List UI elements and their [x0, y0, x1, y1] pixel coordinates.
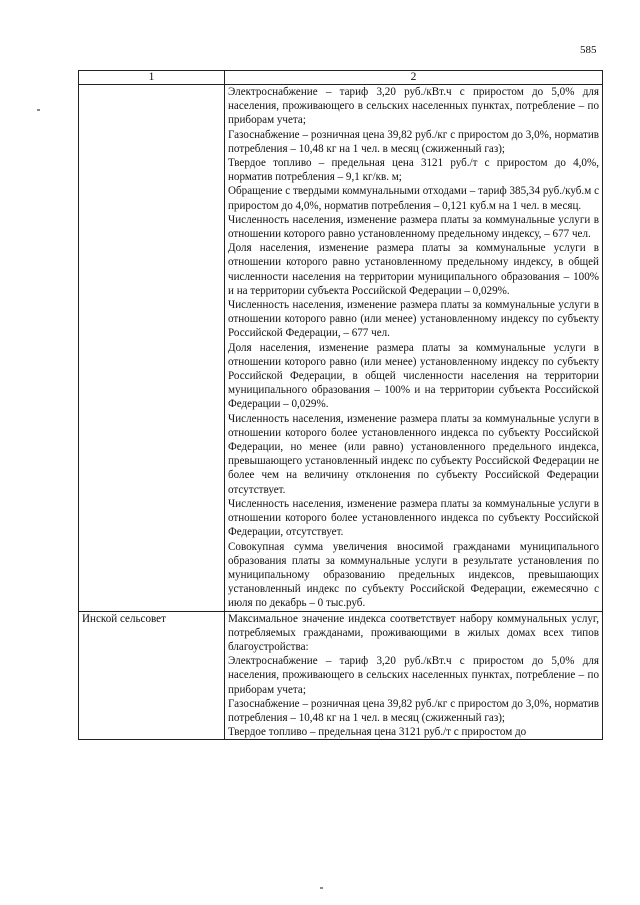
text-paragraph: Максимальное значение индекса соответствует набору коммунальных услуг, потребляемых гражданами, проживающими в жилых домах всех типов благоустройства:	[228, 612, 599, 653]
scan-speck	[320, 887, 323, 889]
column-number-1: 1	[79, 71, 225, 85]
text-paragraph: Обращение с твердыми коммунальными отходами – тариф 385,34 руб./куб.м с приростом до 4,0%, норматив потребления – 0,121 куб.м на 1 чел. в месяц.	[228, 185, 599, 212]
page-number: 585	[580, 44, 597, 56]
text-paragraph: Доля населения, изменение размера платы за коммунальные услуги в отношении которого равно (или менее) установленному индексу по субъекту Российской Федерации, в общей численности населения на территории муниципального образования – 100% и на территории субъекта Российской Федерации – 0,029%.	[228, 341, 599, 411]
table-row	[79, 611, 603, 740]
text-paragraph: Газоснабжение – розничная цена 39,82 руб./кг с приростом до 3,0%, норматив потребления – 10,48 кг на 1 чел. в месяц (сжиженный газ);	[228, 128, 599, 155]
text-paragraph: Численность населения, изменение размера платы за коммунальные услуги в отношении которого равно (или менее) установленному индексу по субъекту Российской Федерации, – 677 чел.	[228, 299, 599, 340]
text-paragraph: Твердое топливо – предельная цена 3121 руб./т с приростом до	[228, 726, 527, 739]
table-row	[79, 85, 603, 612]
text-paragraph: Численность населения, изменение размера платы за коммунальные услуги в отношении которого равно установленному предельному индексу, – 677 чел.	[228, 213, 599, 241]
scan-speck	[37, 109, 40, 111]
text-paragraph: Численность населения, изменение размера платы за коммунальные услуги в отношении которого более установленного индекса по субъекту Российской Федерации, но менее (или равно) установленного предельного индекса, превышающего установленный индекс по субъекту Российской Федерации не более чем на величину отклонения по субъекту Российской Федерации отсутствует.	[228, 412, 599, 496]
description-cell	[225, 611, 603, 740]
municipality-cell: Инской сельсовет	[79, 611, 225, 740]
text-paragraph: Электроснабжение – тариф 3,20 руб./кВт.ч с приростом до 5,0% для населения, проживающего в сельских населенных пунктах, потребление – по приборам учета;	[228, 86, 599, 127]
text-paragraph: Численность населения, изменение размера платы за коммунальные услуги в отношении которого более установленного индекса по субъекту Российской Федерации, отсутствует.	[228, 497, 599, 539]
table-header-row	[79, 71, 603, 85]
tariff-table	[78, 70, 603, 740]
text-paragraph: Совокупная сумма увеличения вносимой гражданами муниципального образования платы за коммунальные услуги в результате установления по муниципальному образованию предельных индексов, превышающих установленный индекс по субъекту Российской Федерации, ежемесячно с июля по декабрь – 0 тыс.руб.	[228, 540, 599, 610]
column-number-2: 2	[225, 71, 603, 85]
description-cell	[225, 85, 603, 612]
text-paragraph: Доля населения, изменение размера платы за коммунальные услуги в отношении которого равно установленному предельному индексу, в общей численности населения на территории муниципального образования – 100% и на территории субъекта Российской Федерации – 0,029%.	[228, 242, 599, 297]
text-paragraph: Твердое топливо – предельная цена 3121 руб./т с приростом до 4,0%, норматив потребления – 9,1 кг/кв. м;	[228, 157, 599, 184]
municipality-cell	[79, 85, 225, 612]
text-paragraph: Электроснабжение – тариф 3,20 руб./кВт.ч с приростом до 5,0% для населения, проживающего в сельских населенных пунктах, потребление – по приборам учета;	[228, 655, 599, 696]
text-paragraph: Газоснабжение – розничная цена 39,82 руб./кг с приростом до 3,0%, норматив потребления – 10,48 кг на 1 чел. в месяц (сжиженный газ);	[228, 697, 599, 724]
